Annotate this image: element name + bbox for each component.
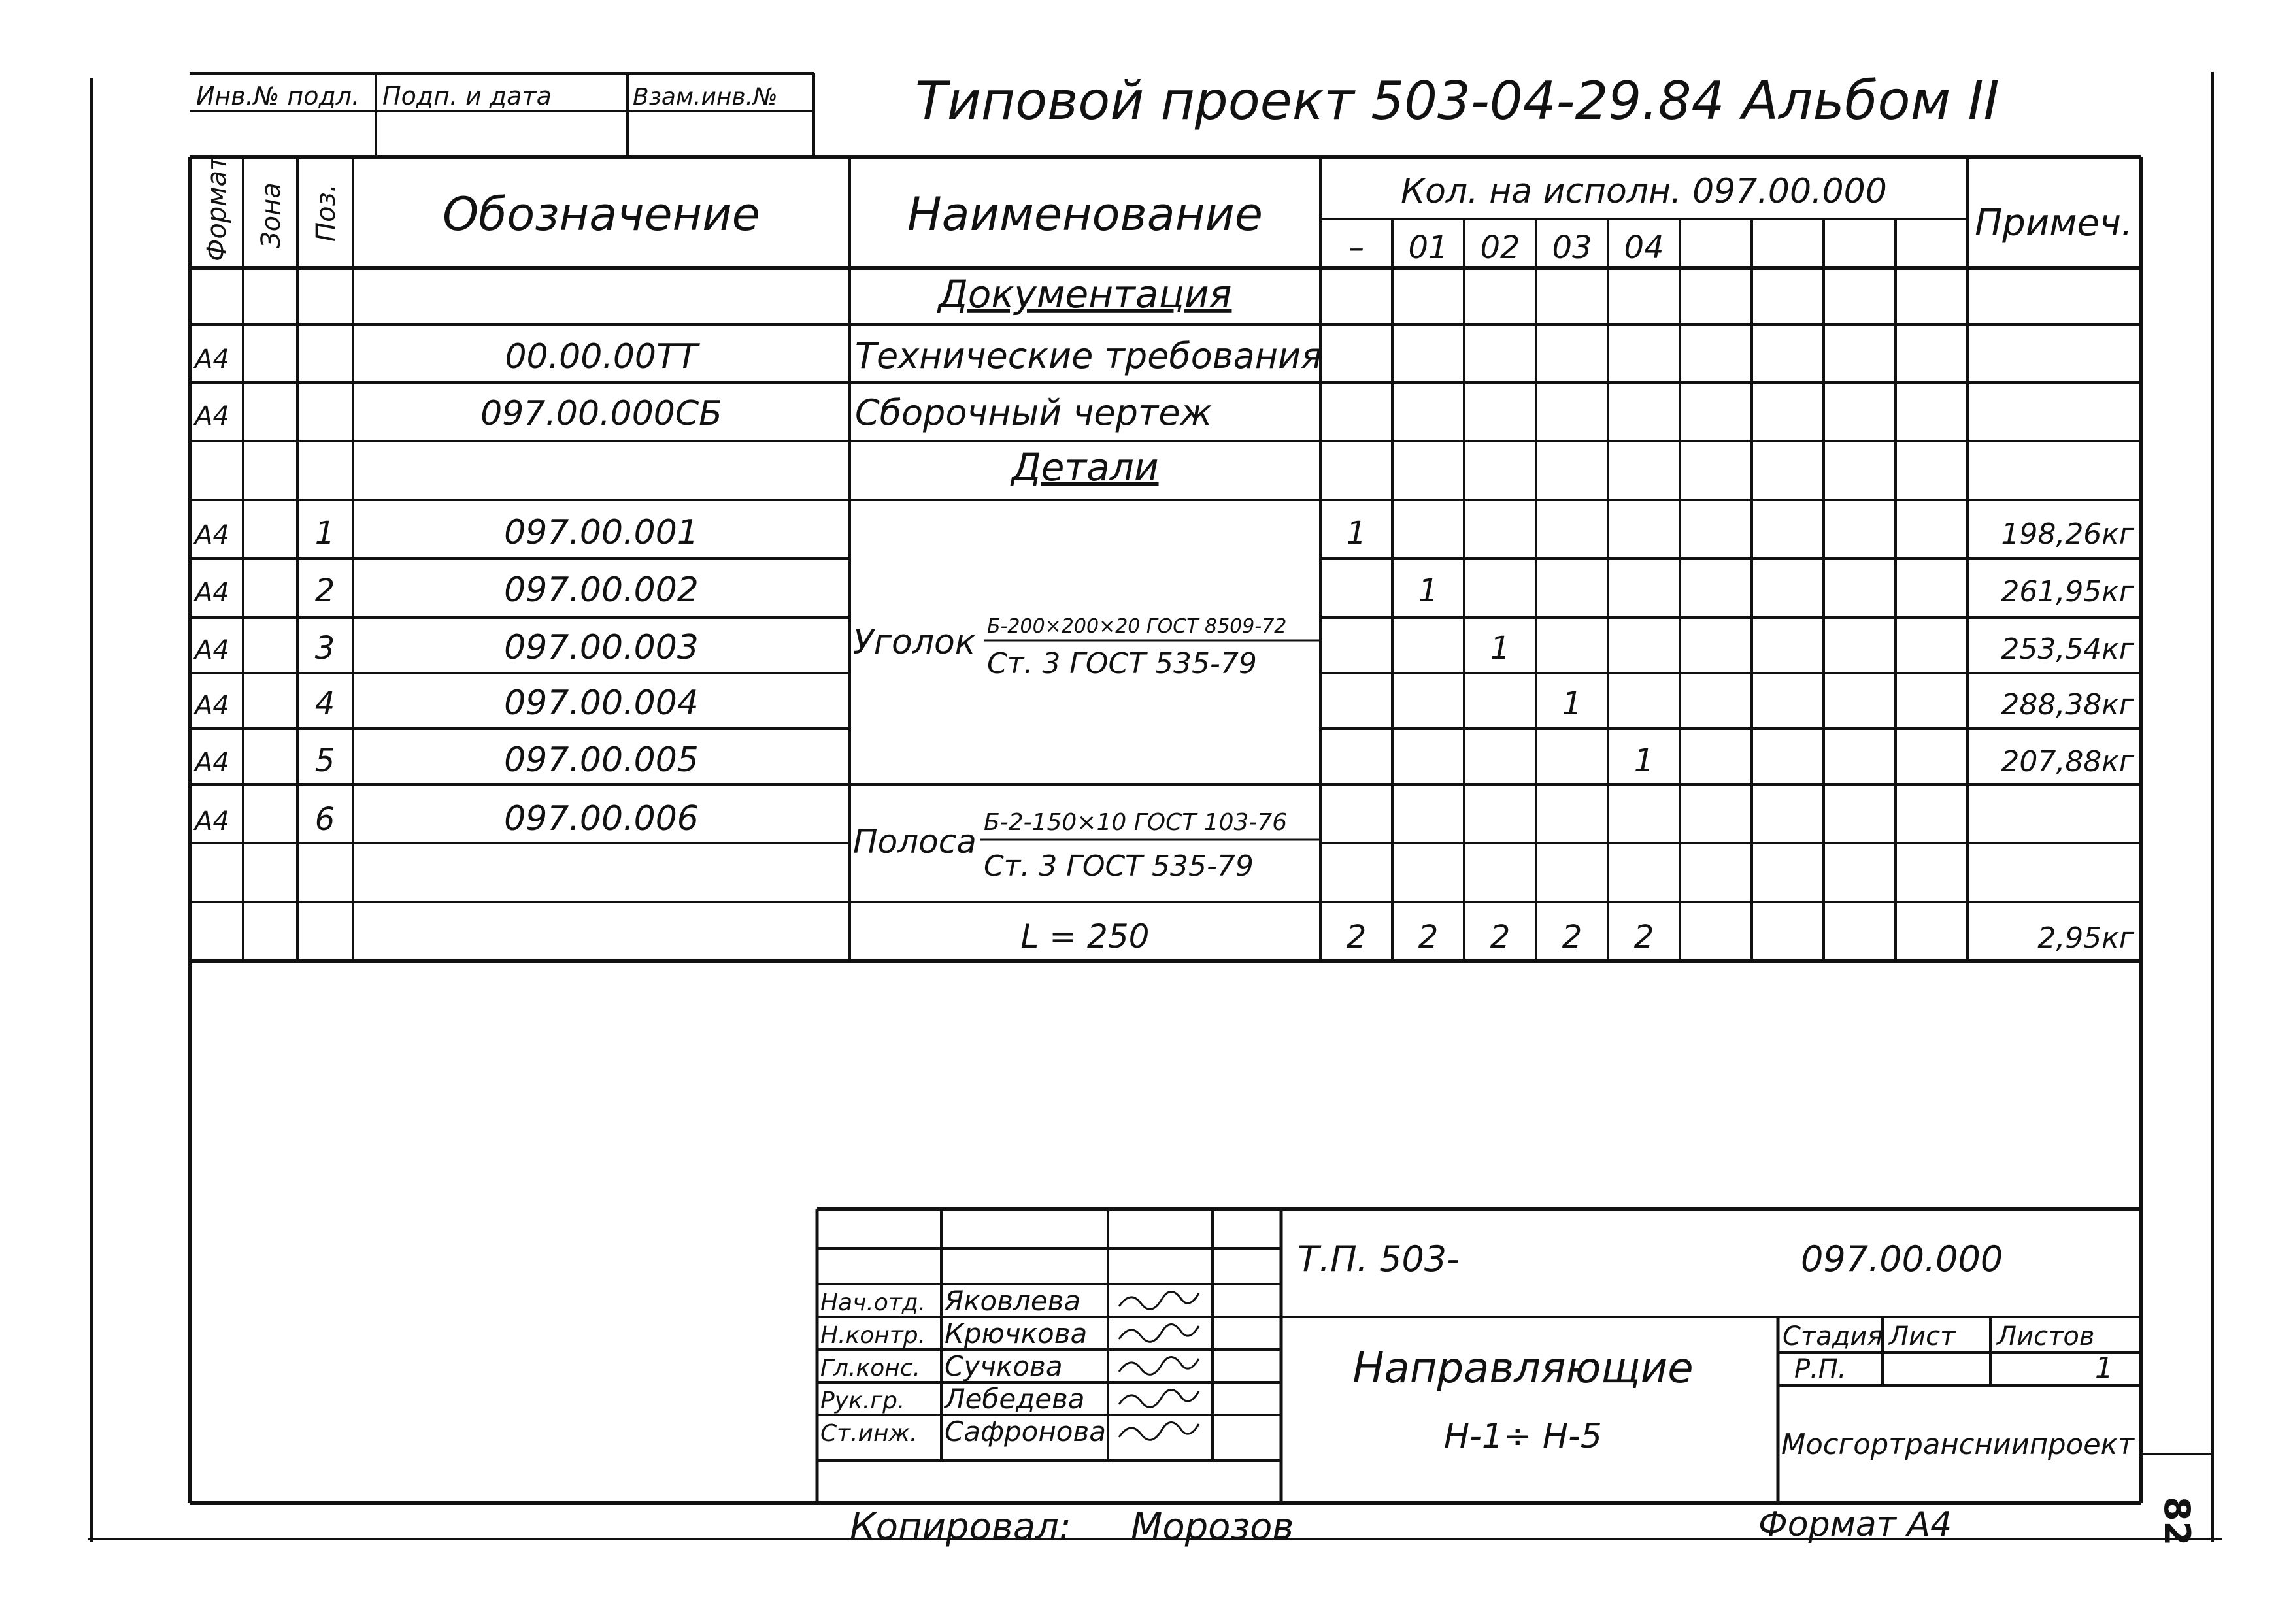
cell-designation: 097.00.005 bbox=[504, 740, 699, 780]
cell-designation: 00.00.00ТТ bbox=[505, 337, 698, 376]
table-row bbox=[193, 335, 1322, 376]
variant-header: 01 bbox=[1408, 229, 1448, 266]
col-name-header: Наименование bbox=[907, 188, 1263, 241]
sheet-label: Лист bbox=[1889, 1321, 1956, 1351]
polosa-name-cell bbox=[853, 809, 1320, 883]
person-role: Рук.гр. bbox=[820, 1387, 905, 1414]
variant-header: – bbox=[1348, 229, 1364, 266]
cell-note: 207,88кг bbox=[2001, 745, 2134, 778]
cell-qty: 2 bbox=[1490, 919, 1511, 955]
drawing-title: Направляющие bbox=[1352, 1344, 1694, 1393]
cell-format: А4 bbox=[195, 520, 229, 550]
cell-position: 4 bbox=[314, 686, 335, 722]
doc-number: Т.П. 503- bbox=[1297, 1238, 1460, 1280]
cell-name: Сборочный чертеж bbox=[855, 392, 1213, 433]
person-role: Гл.конс. bbox=[820, 1355, 921, 1382]
album-title: Альбом II bbox=[1742, 70, 2000, 132]
col-designation-header: Обозначение bbox=[443, 188, 760, 241]
cell-designation: 097.00.004 bbox=[504, 684, 699, 723]
cell-position: 1 bbox=[314, 515, 335, 552]
cell-qty: 2 bbox=[1633, 919, 1654, 955]
sheets-value: 1 bbox=[2095, 1351, 2113, 1385]
cell-designation: 097.00.003 bbox=[504, 628, 699, 667]
signature-scribble bbox=[1119, 1291, 1199, 1309]
project-title: Типовой проект 503-04-29.84 bbox=[915, 71, 1725, 131]
table-row bbox=[193, 513, 2135, 552]
person-name: Крючкова bbox=[945, 1317, 1088, 1350]
table-row bbox=[193, 740, 2135, 780]
section-heading: Детали bbox=[1011, 445, 1159, 489]
drawing-subtitle: Н-1÷ Н-5 bbox=[1444, 1417, 1602, 1456]
cell-qty: 2 bbox=[1346, 919, 1367, 955]
cell-qty: 1 bbox=[1490, 630, 1511, 667]
ugolok-standard-top: Б-200×200×20 ГОСТ 8509-72 bbox=[987, 615, 1287, 638]
table-row bbox=[193, 571, 2135, 610]
table-row bbox=[1009, 445, 1158, 489]
stage-value: Р.П. bbox=[1794, 1354, 1847, 1384]
signature-scribble bbox=[1119, 1324, 1199, 1342]
person-role: Нач.отд. bbox=[820, 1289, 926, 1316]
person-name: Сафронова bbox=[945, 1416, 1106, 1448]
stamp-sign-label: Подп. и дата bbox=[382, 82, 552, 110]
cell-qty: 1 bbox=[1633, 742, 1654, 779]
organization: Мосгортрансниипроект bbox=[1781, 1428, 2135, 1461]
cell-format: А4 bbox=[195, 748, 229, 778]
cell-note: 253,54кг bbox=[2001, 633, 2134, 666]
cell-designation: 097.00.001 bbox=[504, 513, 699, 552]
stamp-inv-label: Инв.№ подл. bbox=[196, 82, 360, 110]
cell-qty: 1 bbox=[1418, 572, 1439, 609]
stage-label: Стадия bbox=[1783, 1321, 1883, 1351]
cell-designation: 097.00.006 bbox=[504, 799, 699, 838]
cell-format: А4 bbox=[195, 635, 229, 665]
table-row bbox=[937, 272, 1232, 316]
cell-format: А4 bbox=[195, 401, 229, 431]
cell-qty: 2 bbox=[1562, 919, 1582, 955]
person-role: Ст.инж. bbox=[820, 1420, 918, 1447]
cell-position: 6 bbox=[314, 801, 335, 838]
col-zone-header: Зона bbox=[256, 182, 286, 248]
ugolok-name-cell bbox=[853, 615, 1320, 680]
cell-designation: 097.00.002 bbox=[504, 571, 699, 610]
section-heading: Документация bbox=[938, 272, 1232, 316]
person-name: Лебедева bbox=[945, 1383, 1085, 1415]
cell-note: 288,38кг bbox=[2001, 688, 2134, 721]
format-label: Формат А4 bbox=[1758, 1505, 1952, 1544]
cell-name: L = 250 bbox=[1020, 918, 1150, 955]
polosa-standard-top: Б-2-150×10 ГОСТ 103-76 bbox=[984, 809, 1288, 836]
cell-format: А4 bbox=[195, 344, 229, 374]
polosa-material: Ст. 3 ГОСТ 535-79 bbox=[984, 850, 1254, 883]
cell-qty: 1 bbox=[1562, 686, 1582, 722]
person-name: Сучкова bbox=[945, 1350, 1063, 1382]
variant-header: 04 bbox=[1624, 229, 1664, 266]
col-qty-group-header: Кол. на исполн. 097.00.000 bbox=[1401, 172, 1887, 211]
copied-label: Копировал: bbox=[850, 1506, 1071, 1548]
col-format-header: Формат bbox=[202, 155, 232, 261]
variant-headers bbox=[1348, 229, 1664, 266]
copier-name: Морозов bbox=[1131, 1506, 1294, 1548]
cell-position: 3 bbox=[314, 630, 335, 667]
polosa-word: Полоса bbox=[853, 823, 977, 861]
ugolok-word: Уголок bbox=[853, 623, 976, 662]
cell-position: 5 bbox=[314, 742, 335, 779]
table-row bbox=[193, 684, 2135, 723]
cell-note: 261,95кг bbox=[2001, 575, 2134, 608]
cell-position: 2 bbox=[314, 572, 335, 609]
cell-format: А4 bbox=[195, 578, 229, 608]
table-row bbox=[193, 392, 1213, 433]
stamp-replace-label: Взам.инв.№ bbox=[633, 84, 778, 110]
cell-qty: 1 bbox=[1346, 515, 1367, 552]
signature-scribble bbox=[1119, 1357, 1199, 1374]
ugolok-material: Ст. 3 ГОСТ 535-79 bbox=[987, 647, 1257, 680]
cell-qty: 2 bbox=[1418, 919, 1439, 955]
col-note-header: Примеч. bbox=[1975, 202, 2133, 244]
col-pos-header: Поз. bbox=[311, 184, 341, 242]
variant-header: 03 bbox=[1552, 229, 1592, 266]
page-number: 82 bbox=[2156, 1497, 2198, 1546]
cell-note: 198,26кг bbox=[2001, 518, 2134, 551]
drawing-number: 097.00.000 bbox=[1801, 1238, 2003, 1280]
cell-note: 2,95кг bbox=[2037, 921, 2134, 955]
title-block-people bbox=[820, 1285, 1199, 1448]
person-name: Яковлева bbox=[945, 1285, 1081, 1317]
signature-scribble bbox=[1119, 1422, 1199, 1440]
cell-format: А4 bbox=[195, 691, 229, 721]
table-row bbox=[193, 799, 699, 838]
person-role: Н.контр. bbox=[820, 1322, 926, 1349]
sheets-label: Листов bbox=[1997, 1321, 2095, 1351]
cell-name: Технические требования bbox=[855, 335, 1322, 376]
cell-designation: 097.00.000СБ bbox=[480, 394, 722, 433]
variant-header: 02 bbox=[1480, 229, 1520, 266]
signature-scribble bbox=[1119, 1389, 1199, 1407]
cell-format: А4 bbox=[195, 806, 229, 837]
